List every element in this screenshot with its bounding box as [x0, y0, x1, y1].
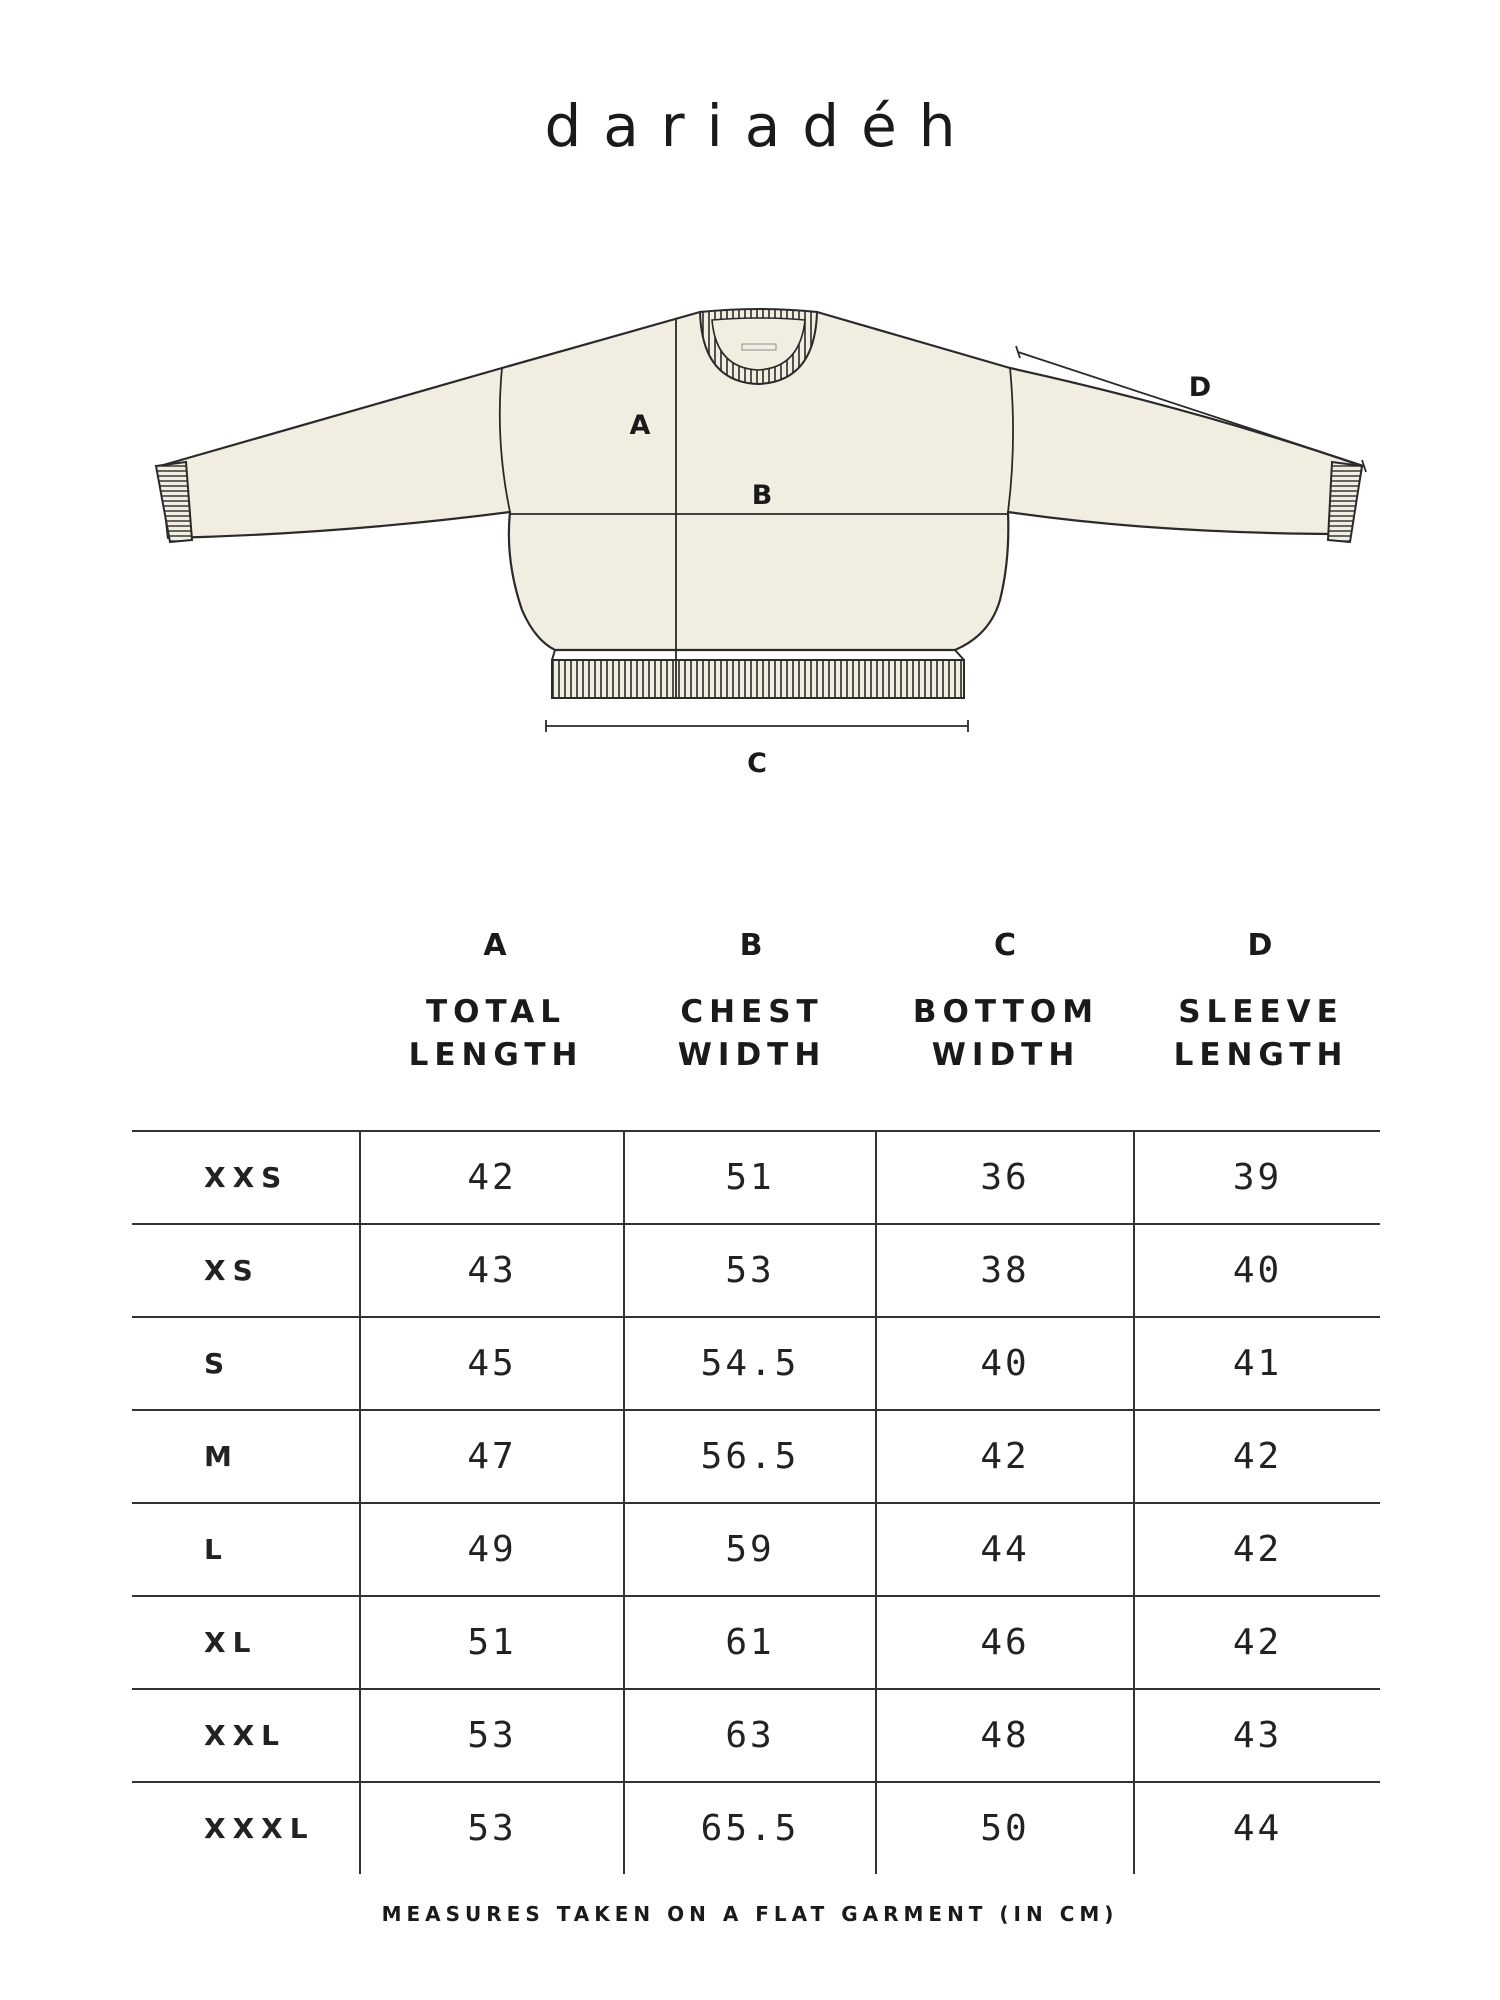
table-row — [132, 1131, 1380, 1224]
table-row — [132, 1689, 1380, 1782]
value-chest-width: 51 — [624, 1131, 876, 1224]
value-chest-width: 56.5 — [624, 1410, 876, 1503]
value-chest-width: 54.5 — [624, 1317, 876, 1410]
column-name-line1: BOTTOM — [912, 994, 1100, 1030]
column-name-line1: SLEEVE — [1178, 994, 1344, 1030]
column-name-line2: WIDTH — [677, 1037, 827, 1073]
label-a: A — [629, 410, 651, 441]
value-chest-width: 63 — [624, 1689, 876, 1782]
value-bottom-width: 48 — [876, 1689, 1134, 1782]
size-label: XXS — [132, 1131, 360, 1224]
value-bottom-width: 36 — [876, 1131, 1134, 1224]
value-chest-width: 53 — [624, 1224, 876, 1317]
column-letter: D — [1247, 928, 1275, 963]
label-b: B — [751, 480, 773, 511]
size-label: XS — [132, 1224, 360, 1317]
column-letter: C — [993, 928, 1019, 963]
column-name-line1: TOTAL — [426, 994, 566, 1030]
hem-ribbing — [552, 660, 964, 698]
table-row — [132, 1782, 1380, 1874]
value-total-length: 51 — [360, 1596, 624, 1689]
size-label: L — [132, 1503, 360, 1596]
value-total-length: 53 — [360, 1689, 624, 1782]
column-header-a — [366, 928, 626, 1077]
column-name-line2: LENGTH — [1173, 1037, 1349, 1073]
table-row — [132, 1317, 1380, 1410]
value-sleeve-length: 40 — [1134, 1224, 1380, 1317]
value-bottom-width: 50 — [876, 1782, 1134, 1874]
size-label: M — [132, 1410, 360, 1503]
value-bottom-width: 44 — [876, 1503, 1134, 1596]
value-bottom-width: 46 — [876, 1596, 1134, 1689]
table-row — [132, 1410, 1380, 1503]
value-sleeve-length: 42 — [1134, 1596, 1380, 1689]
column-name-line1: CHEST — [680, 994, 824, 1030]
value-total-length: 47 — [360, 1410, 624, 1503]
table-row — [132, 1596, 1380, 1689]
column-name-line2: WIDTH — [931, 1037, 1081, 1073]
value-total-length: 42 — [360, 1131, 624, 1224]
value-sleeve-length: 42 — [1134, 1410, 1380, 1503]
value-sleeve-length: 42 — [1134, 1503, 1380, 1596]
value-sleeve-length: 41 — [1134, 1317, 1380, 1410]
value-bottom-width: 40 — [876, 1317, 1134, 1410]
size-table — [132, 1130, 1380, 1874]
value-sleeve-length: 43 — [1134, 1689, 1380, 1782]
size-label: S — [132, 1317, 360, 1410]
value-chest-width: 61 — [624, 1596, 876, 1689]
right-cuff — [1328, 462, 1362, 542]
label-c: C — [747, 748, 767, 779]
value-chest-width: 59 — [624, 1503, 876, 1596]
size-label: XXL — [132, 1689, 360, 1782]
value-bottom-width: 38 — [876, 1224, 1134, 1317]
column-name-line2: LENGTH — [408, 1037, 584, 1073]
brand-logo: dariadéh — [544, 92, 978, 160]
label-d: D — [1188, 372, 1212, 403]
table-row — [132, 1224, 1380, 1317]
value-total-length: 53 — [360, 1782, 624, 1874]
column-header-c — [876, 928, 1136, 1077]
size-label: XXXL — [132, 1782, 360, 1874]
footnote: MEASURES TAKEN ON A FLAT GARMENT (IN CM) — [381, 1902, 1119, 1926]
column-header-b — [622, 928, 882, 1077]
size-label: XL — [132, 1596, 360, 1689]
value-total-length: 43 — [360, 1224, 624, 1317]
column-header-d — [1131, 928, 1391, 1077]
left-cuff — [156, 462, 192, 542]
value-sleeve-length: 44 — [1134, 1782, 1380, 1874]
value-chest-width: 65.5 — [624, 1782, 876, 1874]
table-row — [132, 1503, 1380, 1596]
label-tag — [742, 344, 776, 350]
value-total-length: 45 — [360, 1317, 624, 1410]
value-sleeve-length: 39 — [1134, 1131, 1380, 1224]
column-letter: B — [739, 928, 765, 963]
value-total-length: 49 — [360, 1503, 624, 1596]
value-bottom-width: 42 — [876, 1410, 1134, 1503]
sweater-diagram — [0, 270, 1500, 790]
column-letter: A — [483, 928, 509, 963]
